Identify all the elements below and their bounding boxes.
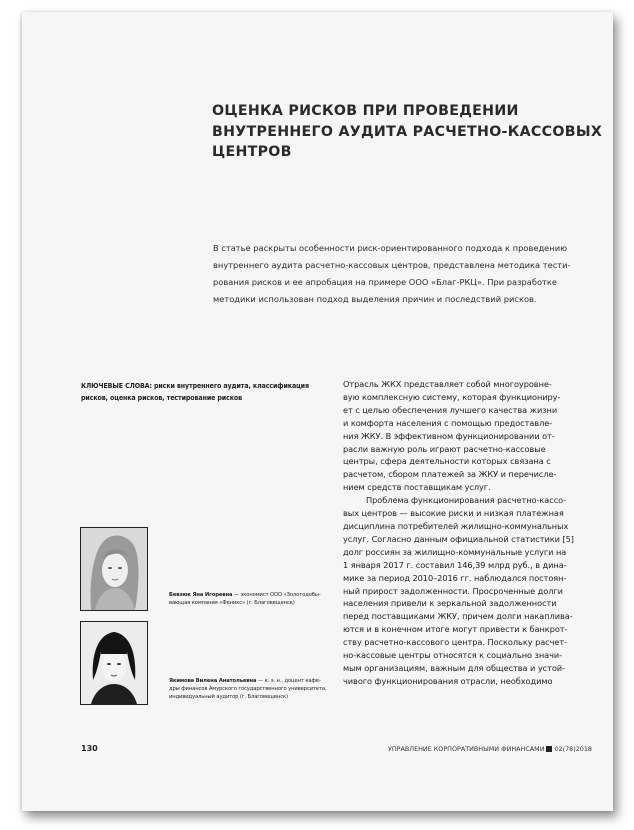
body-line: расли важную роль играют расчетно-кассовые	[343, 443, 546, 454]
body-line: вую комплексную систему, которая функциониру-	[343, 391, 561, 402]
article-abstract	[213, 240, 593, 308]
page-number: 130	[81, 744, 98, 753]
body-line: расчетом, сбором платежей за ЖКУ и перечисле-	[343, 469, 557, 480]
author-name: Якимова Вилена Анатольевна	[169, 678, 257, 684]
keywords-line: рисков, оценка рисков, тестирование рисков	[81, 393, 243, 402]
body-line: услуг. Согласно данным официальной статистики [5]	[343, 533, 574, 544]
author-caption-yakimova	[169, 677, 329, 702]
body-line: мике за период 2010–2016 гг. наблюдался постоян-	[343, 572, 567, 583]
keywords-line: КЛЮЧЕВЫЕ СЛОВА: риски внутреннего аудита, классификация	[81, 382, 309, 390]
author-photo-bevzyuk	[80, 527, 148, 611]
abstract-line: внутреннего аудита расчетно-кассовых центров, представлена методика тести-	[213, 260, 571, 270]
body-line: но-кассовые центры относятся к социально значи-	[343, 650, 563, 661]
body-line: и комфорта населения с помощью предоставле-	[343, 417, 553, 428]
body-line: ния ЖКУ. В эффективном функционировании от-	[343, 430, 555, 441]
body-line: перед поставщиками ЖКУ, причем долги накаплива-	[343, 611, 573, 622]
abstract-line: В статье раскрыты особенности риск-ориентированного подхода к проведению	[213, 243, 568, 253]
body-line: Проблема функционирования расчетно-кассо-	[366, 495, 567, 506]
article-body-column	[343, 378, 593, 688]
journal-name: УПРАВЛЕНИЕ КОРПОРАТИВНЫМИ ФИНАНСАМИ	[387, 745, 545, 753]
body-line: нием средств поставщикам услуг.	[343, 482, 491, 493]
body-line: долг россиян за жилищно-коммунальные услуги на	[343, 546, 567, 557]
body-line: ный прирост задолженности. Просроченные долги	[343, 585, 563, 596]
body-line: центры, сфера деятельности которых связана с	[343, 456, 551, 467]
body-line: вых центров — высокие риски и низкая платежная	[343, 508, 564, 519]
body-line: дисциплина потребителей жилищно-коммунальных	[343, 520, 569, 531]
body-line: мым организациям, важным для общества и устой-	[343, 662, 565, 673]
article-title	[212, 101, 603, 163]
abstract-line: методики использован подход выделения причин и последствий рисков.	[213, 294, 537, 304]
caption-line	[169, 677, 329, 685]
body-line: населения привели к зеркальной задолженности	[343, 598, 557, 609]
author-role: — к. э. н., доцент кафе-	[256, 678, 321, 684]
keywords	[81, 381, 326, 404]
journal-issue: 02(78)2018	[554, 745, 592, 753]
caption-line	[169, 591, 329, 599]
title-line: ВНУТРЕННЕГО АУДИТА РАСЧЕТНО-КАССОВЫХ	[212, 123, 603, 140]
caption-line: вающая компания «Феникс» (г. Благовещенск)	[169, 600, 295, 607]
author-caption-bevzyuk	[169, 591, 329, 607]
author-portrait-image	[81, 528, 147, 610]
author-name: Бевзюк Яна Игоревна	[169, 592, 233, 598]
abstract-line: рования рисков и ее апробация на примере ООО «Благ-РКЦ». При разработке	[213, 277, 558, 287]
title-line: ЦЕНТРОВ	[212, 144, 292, 160]
square-bullet-icon	[546, 746, 552, 752]
body-line: ству расчетно-кассового центра. Поскольку расчет-	[343, 637, 568, 648]
body-line: 1 января 2017 г. составил 146,39 млрд руб., в дина-	[343, 559, 567, 570]
body-line: ет с целью обеспечения лучшего качества жизни	[343, 404, 558, 415]
author-role: — экономист ООО «Золотодобы-	[232, 592, 321, 598]
caption-line: индивидуальный аудитор (г. Благовещенск)	[169, 694, 288, 701]
author-photo-yakimova	[80, 621, 148, 705]
body-line: Отрасль ЖКХ представляет собой многоуровне-	[343, 379, 552, 389]
body-line: ются и в конечном итоге могут привести к банкрот-	[343, 624, 568, 635]
title-line: ОЦЕНКА РИСКОВ ПРИ ПРОВЕДЕНИИ	[212, 103, 519, 119]
journal-footer	[388, 745, 592, 753]
caption-line: дры финансов Амурского государственного университета,	[169, 686, 327, 693]
body-line: чивого функционирования отрасли, необходимо	[343, 675, 553, 686]
author-portrait-image	[81, 622, 147, 704]
